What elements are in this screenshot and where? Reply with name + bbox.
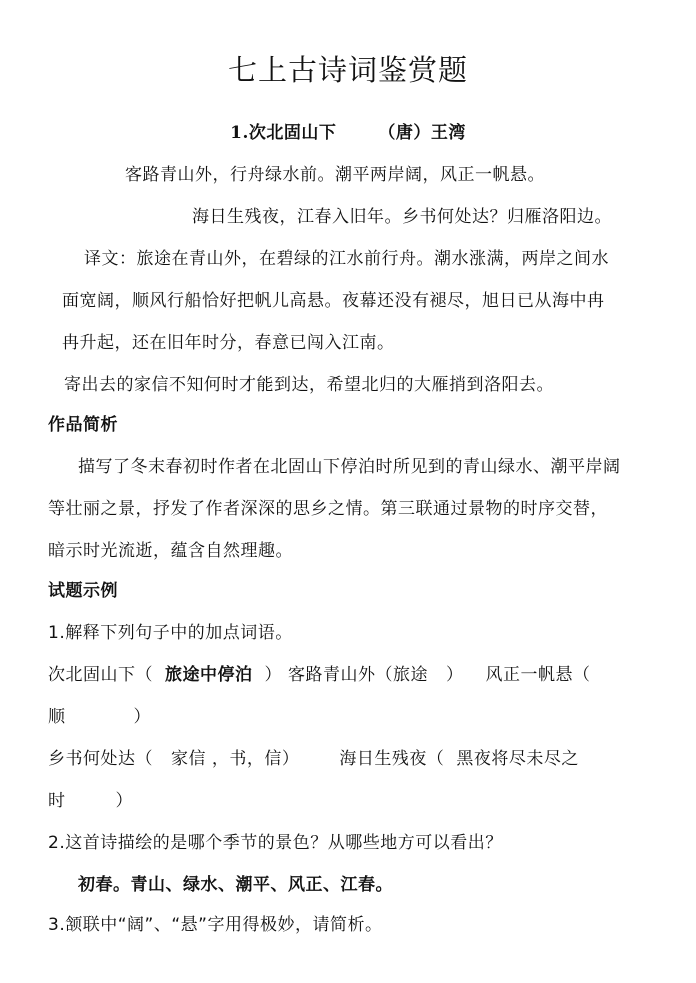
q1-c-answer: 顺 <box>48 707 66 727</box>
question-2-answer: 初春。青山、绿水、潮平、风正、江春。 <box>78 875 393 895</box>
q1-c-prefix: 风正一帆悬（ <box>485 665 591 685</box>
poem-number-title: 1.次北固山下 <box>230 123 337 143</box>
poem-line-1: 客路青山外，行舟绿水前。潮平两岸阔，风正一帆悬。 <box>125 165 545 185</box>
poem-line-2: 海日生残夜，江春入旧年。乡书何处达？归雁洛阳边。 <box>192 207 612 227</box>
examples-heading: 试题示例 <box>48 581 118 601</box>
translation-line-2: 面宽阔，顺风行船恰好把帆儿高悬。夜幕还没有褪尽，旭日已从海中冉 <box>62 291 605 311</box>
q1-d-suffix: ） <box>281 749 300 769</box>
translation-line-4: 寄出去的家信不知何时才能到达，希望北归的大雁捎到洛阳去。 <box>64 375 554 395</box>
analysis-line-2: 等壮丽之景，抒发了作者深深的思乡之情。第三联通过景物的时序交替， <box>48 499 608 519</box>
q1-b-prefix: 客路青山外（ <box>288 665 393 685</box>
question-1: 1.解释下列句子中的加点词语。 <box>48 623 293 643</box>
q1-e-suffix: ） <box>115 791 133 811</box>
q1-c-suffix: ） <box>133 707 151 727</box>
q1-b-answer: 旅途 <box>393 665 428 685</box>
q1-e-prefix: 海日生残夜（ <box>339 749 445 769</box>
question-1-answers-row-1 <box>48 664 591 686</box>
translation-line-1: 译文：旅途在青山外，在碧绿的江水前行舟。潮水涨满，两岸之间水 <box>84 249 609 269</box>
q1-d-prefix: 乡书何处达（ <box>48 749 153 769</box>
poem-author: （唐）王湾 <box>378 123 466 143</box>
poem-title-line <box>0 122 696 144</box>
q1-b-suffix: ） <box>446 665 464 685</box>
analysis-heading: 作品简析 <box>48 415 118 435</box>
analysis-line-3: 暗示时光流逝，蕴含自然理趣。 <box>48 541 293 561</box>
question-2: 2.这首诗描绘的是哪个季节的景色？从哪些地方可以看出？ <box>48 833 503 853</box>
q1-d-answer: 家信 ，书，信 <box>171 749 282 769</box>
document-title: 七上古诗词鉴赏题 <box>227 53 468 87</box>
question-1-answers-row-4 <box>48 790 133 812</box>
question-3: 3.颔联中“阔”、“悬”字用得极妙，请简析。 <box>48 915 383 935</box>
question-1-answers-row-3 <box>48 748 579 770</box>
question-1-answers-row-2 <box>48 706 151 728</box>
analysis-line-1: 描写了冬末春初时作者在北固山下停泊时所见到的青山绿水、潮平岸阔 <box>78 457 621 477</box>
q1-a-suffix: ） <box>264 665 282 685</box>
translation-line-3: 冉升起，还在旧年时分，春意已闯入江南。 <box>62 333 395 353</box>
q1-e-answer-part2: 时 <box>48 791 66 811</box>
q1-e-answer-part1: 黑夜将尽未尽之 <box>456 749 579 769</box>
q1-a-answer: 旅途中停泊 <box>165 665 253 685</box>
q1-a-prefix: 次北固山下（ <box>48 665 153 685</box>
